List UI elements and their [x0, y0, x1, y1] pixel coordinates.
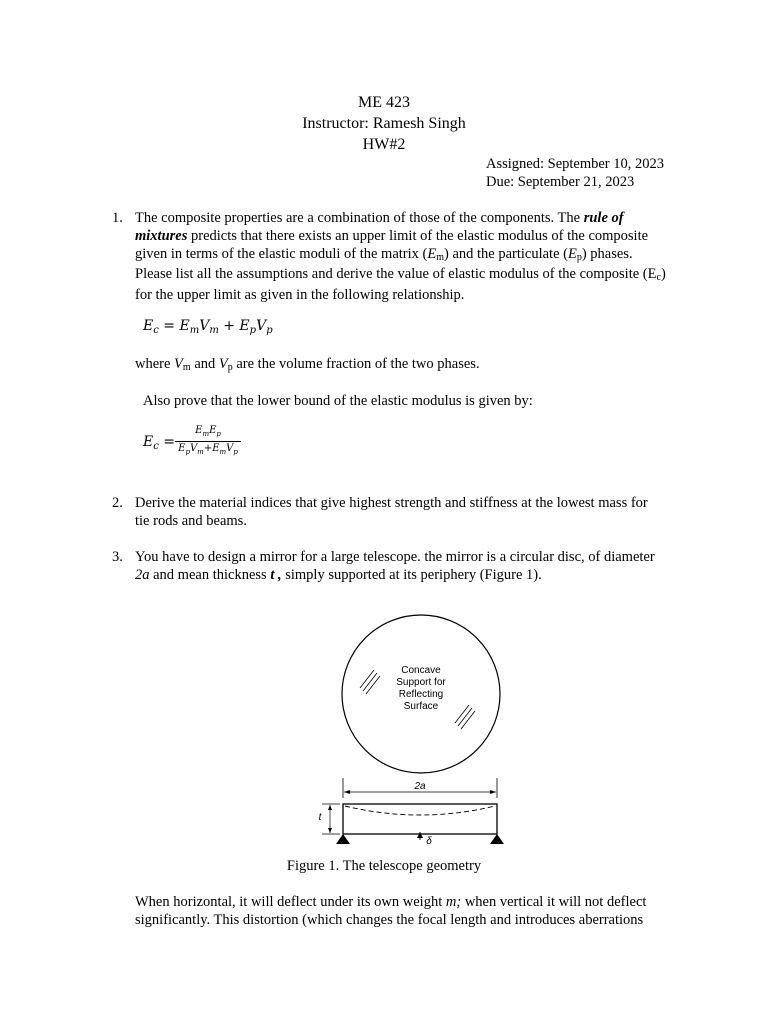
label-line: Surface — [403, 701, 439, 712]
hatch-marks-right — [455, 705, 475, 729]
mirror-side-view — [343, 804, 497, 834]
q1-number: 1. — [112, 210, 123, 226]
dim-2a-label: 2a — [414, 781, 426, 792]
left-support — [336, 834, 350, 844]
vm-symbol: $V_m$ — [174, 356, 191, 373]
delta-arrow — [417, 832, 423, 838]
dim-delta-label: δ — [426, 836, 432, 847]
thickness-symbol: t , — [270, 566, 282, 583]
ep-symbol: $E_p$ — [567, 245, 582, 263]
closing-paragraph — [135, 894, 681, 930]
q1-text: ) — [660, 266, 666, 283]
q1-text: The composite properties are a combination of those of the components. The — [135, 210, 584, 226]
course-code: ME 423 — [358, 94, 410, 111]
q1-text: ) phases. — [581, 245, 633, 262]
em-symbol: $E_m$ — [427, 245, 444, 263]
assigned-date: Assigned: September 10, 2023 — [486, 156, 665, 172]
telescope-figure — [300, 598, 520, 850]
q1-text: ) and the particulate ( — [443, 245, 568, 262]
dim-t-label: t — [318, 812, 322, 823]
q1-paragraph — [135, 210, 681, 305]
q1-text: predicts that there exists an upper limit of the elastic modulus of the composite — [187, 227, 649, 244]
q1-text: for the upper limit as given in the following relationship. — [135, 287, 465, 304]
mixtures-term: mixtures — [135, 227, 188, 244]
q3-text: You have to design a mirror for a large telescope. the mirror is a circular disc, of diameter — [135, 549, 655, 565]
label-line: Concave — [401, 665, 441, 676]
mass-symbol: m; — [445, 894, 462, 910]
diameter-symbol: 2a — [135, 566, 150, 583]
q2-text: tie rods and beams. — [135, 512, 247, 529]
lower-bound-numerator: $E_mE_p$ — [195, 425, 221, 438]
q1-text: Please list all the assumptions and derive the value of elastic modulus of the composite (E — [135, 266, 657, 283]
also-prove-line: Also prove that the lower bound of the elastic modulus is given by: — [143, 393, 533, 409]
deflection-curve — [345, 806, 495, 815]
lower-bound-lhs: $E_c$ = — [143, 434, 176, 452]
closing-text: significantly. This distortion (which changes the focal length and introduces aberrations — [135, 911, 644, 928]
closing-text: When horizontal, it will deflect under its own weight — [135, 894, 446, 910]
figure-caption: Figure 1. The telescope geometry — [286, 858, 482, 874]
label-line: Support for — [396, 677, 446, 688]
q2-paragraph — [135, 495, 681, 531]
q3-paragraph — [135, 549, 681, 585]
q1-text: are the volume fraction of the two phases. — [232, 356, 480, 372]
upper-bound-equation: $E_c = E_mV_m + E_pV_p$ — [143, 318, 273, 336]
closing-text: when vertical it will not deflect — [461, 894, 647, 910]
due-date: Due: September 21, 2023 — [486, 174, 635, 190]
where-line — [135, 356, 681, 377]
fraction-bar — [175, 441, 241, 442]
q3-text: and mean thickness — [149, 566, 271, 583]
hw-title: HW#2 — [362, 136, 406, 153]
q2-number: 2. — [112, 495, 123, 511]
concave-support-label — [386, 665, 456, 713]
label-line: Reflecting — [398, 689, 444, 700]
right-support — [490, 834, 504, 844]
q2-text: Derive the material indices that give highest strength and stiffness at the lowest mass for — [135, 495, 648, 511]
q1-text: where — [135, 356, 175, 372]
instructor-line: Instructor: Ramesh Singh — [302, 115, 466, 132]
q1-text: given in terms of the elastic moduli of the matrix ( — [135, 245, 428, 262]
q1-text: and — [190, 356, 219, 372]
ec-subscript: c — [656, 272, 661, 284]
q3-text: simply supported at its periphery (Figure 1). — [281, 566, 542, 583]
vp-symbol: $V_p$ — [218, 356, 233, 373]
q3-number: 3. — [112, 549, 123, 565]
hatch-marks-left — [360, 670, 380, 694]
rule-of-term: rule of — [583, 210, 624, 226]
lower-bound-denominator: $E_pV_m+E_mV_p$ — [178, 443, 238, 456]
